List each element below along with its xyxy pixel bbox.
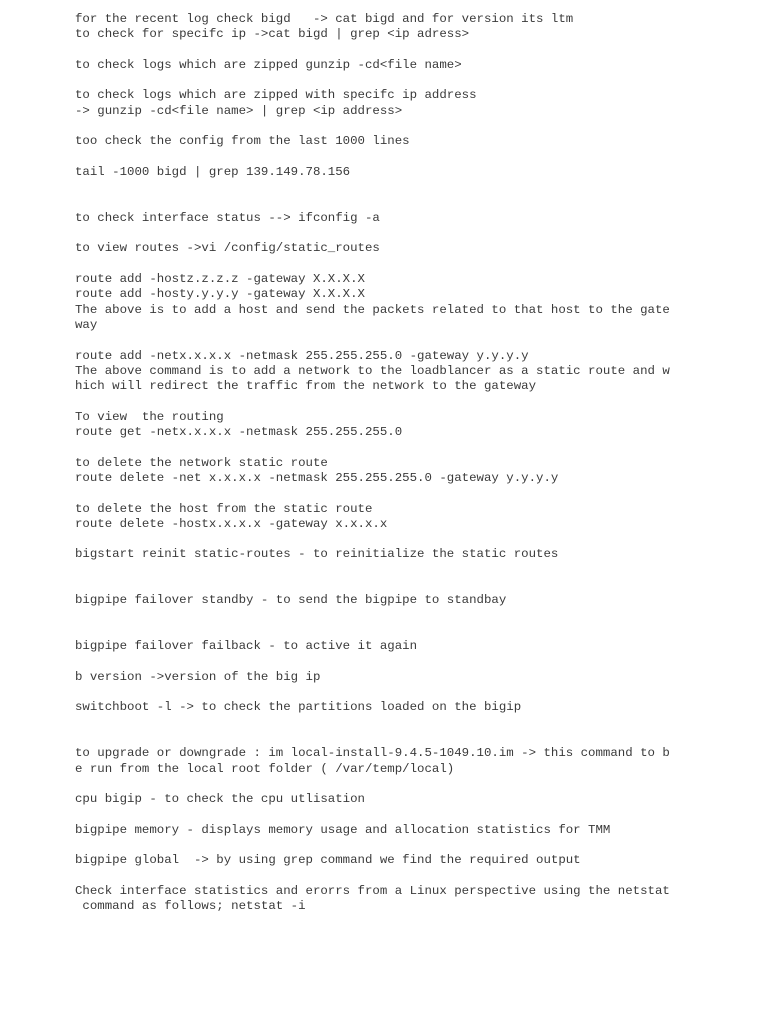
blank-line — [75, 226, 755, 241]
text-line: route get -netx.x.x.x -netmask 255.255.255.0 — [75, 425, 403, 440]
blank-line — [75, 440, 755, 455]
blank-line — [75, 609, 755, 624]
blank-line — [75, 807, 755, 822]
blank-line — [75, 394, 755, 409]
blank-line — [75, 196, 755, 211]
blank-line — [75, 731, 755, 746]
text-line: bigpipe global -> by using grep command we find the required output — [75, 853, 581, 868]
document-body — [75, 12, 755, 915]
blank-line — [75, 43, 755, 58]
text-line: to delete the network static route — [75, 455, 328, 470]
text-line: Check interface statistics and erorrs from a Linux perspective using the netstat — [75, 883, 670, 898]
text-line: to check logs which are zipped gunzip -cd<file name> — [75, 57, 462, 72]
blank-line — [75, 685, 755, 700]
text-line: for the recent log check bigd -> cat bigd and for version its ltm — [75, 12, 574, 26]
blank-line — [75, 563, 755, 578]
text-line: to delete the host from the static route — [75, 501, 373, 516]
blank-line — [75, 838, 755, 853]
text-line: The above command is to add a network to the loadblancer as a static route and w — [75, 363, 670, 378]
text-line: cpu bigip - to check the cpu utlisation — [75, 792, 365, 807]
blank-line — [75, 180, 755, 195]
blank-line — [75, 654, 755, 669]
blank-line — [75, 578, 755, 593]
text-line: to view routes ->vi /config/static_routes — [75, 241, 380, 256]
text-line: way — [75, 317, 98, 332]
text-line: command as follows; netstat -i — [75, 899, 306, 914]
text-line: to check interface status --> ifconfig -a — [75, 210, 380, 225]
text-line: route add -hostz.z.z.z -gateway X.X.X.X — [75, 272, 365, 287]
text-line: bigpipe failover failback - to active it again — [75, 639, 418, 654]
blank-line — [75, 150, 755, 165]
blank-line — [75, 486, 755, 501]
text-line: hich will redirect the traffic from the network to the gateway — [75, 379, 537, 394]
text-line: route add -netx.x.x.x -netmask 255.255.255.0 -gateway y.y.y.y — [75, 348, 529, 363]
text-line: too check the config from the last 1000 lines — [75, 134, 410, 149]
text-line: route delete -hostx.x.x.x -gateway x.x.x.x — [75, 516, 388, 531]
text-line: bigstart reinit static-routes - to reinitialize the static routes — [75, 547, 559, 562]
text-line: to check logs which are zipped with specifc ip address — [75, 88, 477, 103]
blank-line — [75, 119, 755, 134]
text-line: bigpipe failover standby - to send the bigpipe to standbay — [75, 593, 507, 608]
blank-line — [75, 624, 755, 639]
blank-line — [75, 532, 755, 547]
blank-line — [75, 333, 755, 348]
blank-line — [75, 869, 755, 884]
text-line: -> gunzip -cd<file name> | grep <ip address> — [75, 103, 403, 118]
blank-line — [75, 777, 755, 792]
text-line: bigpipe memory - displays memory usage and allocation statistics for TMM — [75, 822, 611, 837]
text-line: tail -1000 bigd | grep 139.149.78.156 — [75, 164, 351, 179]
text-line: e run from the local root folder ( /var/temp/local) — [75, 761, 455, 776]
text-line: switchboot -l -> to check the partitions loaded on the bigip — [75, 700, 522, 715]
text-line: to check for specifc ip ->cat bigd | grep <ip adress> — [75, 27, 470, 42]
text-line: The above is to add a host and send the packets related to that host to the gate — [75, 302, 670, 317]
blank-line — [75, 73, 755, 88]
blank-line — [75, 716, 755, 731]
text-line: to upgrade or downgrade : im local-install-9.4.5-1049.10.im -> this command to b — [75, 746, 670, 761]
text-line: route add -hosty.y.y.y -gateway X.X.X.X — [75, 287, 365, 302]
text-line: route delete -net x.x.x.x -netmask 255.255.255.0 -gateway y.y.y.y — [75, 470, 559, 485]
blank-line — [75, 257, 755, 272]
text-line: b version ->version of the big ip — [75, 669, 321, 684]
text-line: To view the routing — [75, 409, 224, 424]
